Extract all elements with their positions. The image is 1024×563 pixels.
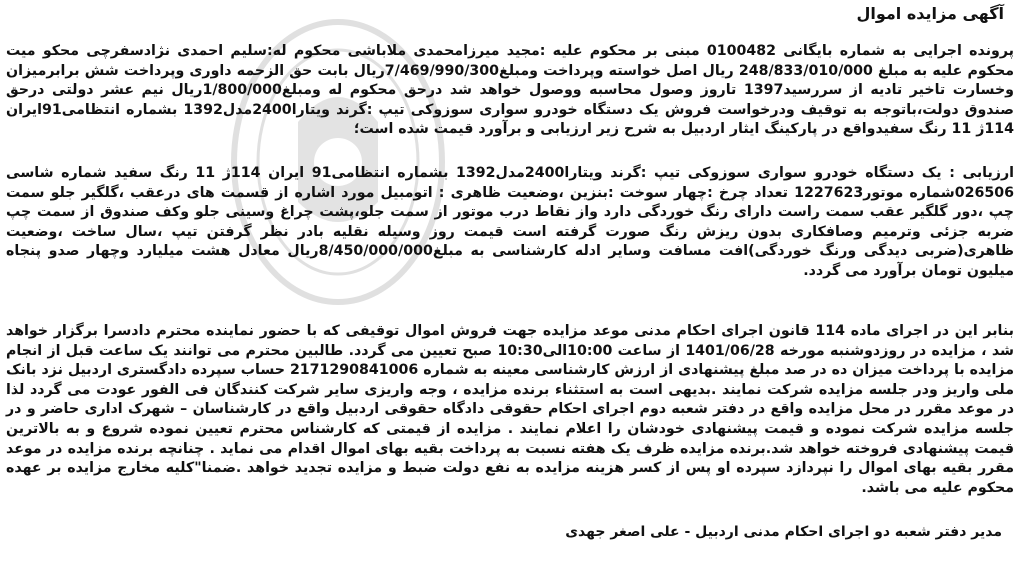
auction-terms-paragraph: بنابر این در اجرای ماده 114 قانون اجرای احکام مدنی موعد مزایده جهت فروش اموال توقیفی که با حضور نماینده محترم دادسرا برگزار خواهد شد ، مزایده در روزدوشنبه مورخه 1401/06/28 از ساعت 10:00الی10:30 صبح تعیین می گردد. طالبین محترم می توانند یک ساعت قبل از انجام مزایده با پرداخت میزان ده در صد مبلغ پیشنهادی از ارزش کارشناسی معینه به شماره 2171290841006 حساب سپرده دادگستری اردبیل نزد بانک ملی واریز ودر جلسه مزایده شرکت نمایند .بدیهی است به استثناء برنده مزایده ، وجه واریزی سایر شرکت کنندگان فی الفور عودت می گردد لذا در موعد مقرر در محل مزایده واقع در دفتر شعبه دوم اجرای احکام حقوقی دادگاه حقوقی اردبیل واقع در کارشناسان – شهرک اداری حاضر و در جلسه مزایده شرکت نموده و قیمت پیشنهادی خودشان را اعلام نمایند . مزایده از قیمتی که کارشناس محترم تعیین نموده شروع و به بالاترین قیمت پیشنهادی فروخته خواهد شد.برنده مزایده ظرف یک هفته نسبت به پرداخت بقیه بهای اموال اقدام می نماید . چنانچه برنده مزایده در موعد مقرر بقیه بهای اموال را نپردازد سپرده او پس از کسر هزینه مزایده به نفع دولت ضبط و مزایده تجدید خواهد .ضمنا"کلیه مخارج مزایده بر عهده محکوم علیه می باشد. bbox=[6, 323, 1015, 496]
notice-title: آگهی مزایده اموال bbox=[856, 4, 1004, 23]
appraisal-paragraph: ارزیابی : یک دستگاه خودرو سواری سوزوکی تیپ :گرند ویتارا2400مدل1392 بشماره انتظامی91 ایران 114ژ 11 رنگ سفید شماره شاسی 026506شماره موتور1227623 تعداد چرخ :چهار سوخت :بنزین ،وضعیت ظاهری : اتومبیل مورد اشاره از قسمت های درعقب ،گلگیر جلو سمت چپ ،دور گلگیر عقب سمت راست دارای رنگ خوردگی دارد واز نقاط درب موتور از سمت جلو،پشت چراغ وسینی جلو وکف صندوق از سمت چپ ضربه جزئی وترمیم وصافکاری بدون ریزش رنگ صورت گرفته است قیمت روز وسیله نقلیه بادر نظر گرفتن تیپ ،سال ساخت ،وضعیت ظاهری(ضربی دیدگی ورنگ خوردگی)افت مسافت وسایر ادله کارشناسی به مبلغ8/450/000/000ریال معادل هشت میلیارد وچهار صدو پنجاه میلیون تومان برآورد می گردد. bbox=[6, 165, 1014, 279]
case-details-paragraph: پرونده اجرایی به شماره بایگانی 0100482 مبنی بر محکوم علیه :مجید میرزامحمدی ملاباشی محکوم له:سلیم احمدی نژادسفرچی محکو میت محکوم علیه به مبلغ 248/833/010/000 ریال اصل خواسته وپرداخت ومبلغ7/469/990/300ریال بابت حق الزحمه داوری وپرداخت شش برابرمیزان وخسارت تاخیر تادیه از سررسید1397 تاروز وصول محاسبه ووصول خواهد شد درحق محکوم له ومبلغ1/800/000ریال نیم عشر دولتی درحق صندوق دولت،باتوجه به توقیف ودرخواست فروش یک دستگاه خودرو سواری سوزوکی تیپ :گرند ویتارا2400مدل1392 بشماره انتظامی91ایران 114ژ 11 رنگ سفیدواقع در پارکینگ ایثار اردبیل به شرح زیر ارزیابی و برآورد قیمت شده است؛ bbox=[6, 43, 1014, 138]
signature-line: مدیر دفتر شعبه دو اجرای احکام مدنی اردبیل - علی اصغر جهدی bbox=[565, 524, 1002, 540]
